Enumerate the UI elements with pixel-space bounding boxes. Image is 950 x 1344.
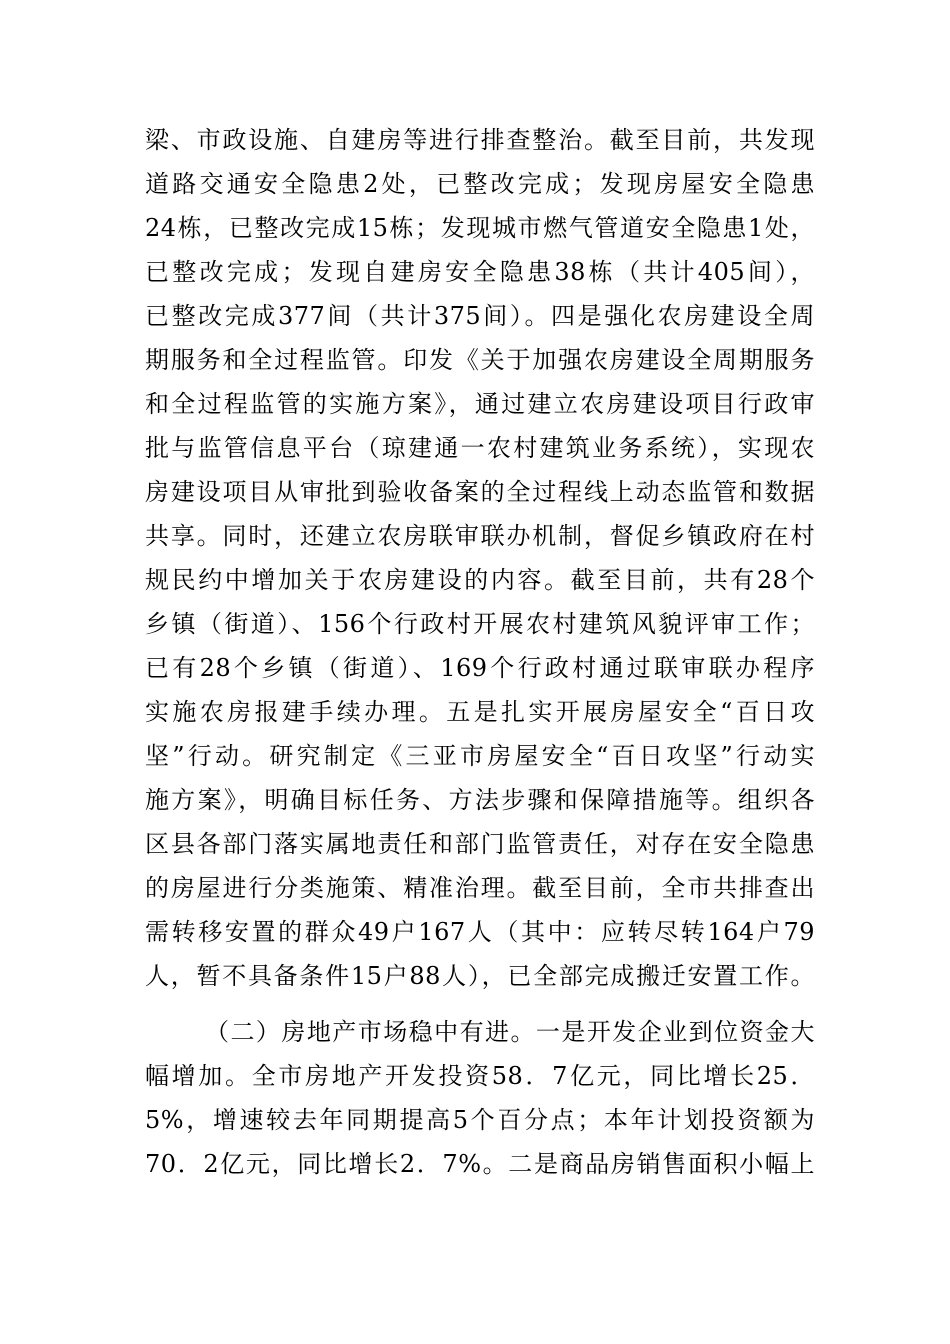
text-line-23: 5%，增速较去年同期提高5个百分点；本年计划投资额为 bbox=[145, 1106, 815, 1134]
text-line-3: 24栋，已整改完成15栋；发现城市燃气管道安全隐患1处， bbox=[145, 214, 815, 242]
text-line-5: 已整改完成377间（共计375间）。四是强化农房建设全周 bbox=[145, 302, 815, 330]
text-line-7: 和全过程监管的实施方案》，通过建立农房建设项目行政审 bbox=[145, 390, 815, 418]
text-line-11: 规民约中增加关于农房建设的内容。截至目前，共有28个 bbox=[145, 566, 815, 594]
text-line-12: 乡镇（街道）、156个行政村开展农村建筑风貌评审工作； bbox=[145, 610, 815, 638]
section-heading-line: （二）房地产市场稳中有进。一是开发企业到位资金大 bbox=[205, 1018, 815, 1046]
text-line-4: 已整改完成；发现自建房安全隐患38栋（共计405间）， bbox=[145, 258, 815, 286]
text-line-2: 道路交通安全隐患2处，已整改完成；发现房屋安全隐患 bbox=[145, 170, 815, 198]
text-line-15: 坚”行动。研究制定《三亚市房屋安全“百日攻坚”行动实 bbox=[145, 742, 815, 770]
text-line-1: 梁、市政设施、自建房等进行排查整治。截至目前，共发现 bbox=[145, 126, 815, 154]
text-line-18: 的房屋进行分类施策、精准治理。截至目前，全市共排查出 bbox=[145, 874, 815, 902]
text-line-14: 实施农房报建手续办理。五是扎实开展房屋安全“百日攻 bbox=[145, 698, 815, 726]
text-line-10: 共享。同时，还建立农房联审联办机制，督促乡镇政府在村 bbox=[145, 522, 815, 550]
text-line-24: 70．2亿元，同比增长2．7%。二是商品房销售面积小幅上 bbox=[145, 1150, 815, 1178]
text-line-19: 需转移安置的群众49户167人（其中：应转尽转164户79 bbox=[145, 918, 815, 946]
text-line-22: 幅增加。全市房地产开发投资58．7亿元，同比增长25． bbox=[145, 1062, 815, 1090]
text-line-13: 已有28个乡镇（街道）、169个行政村通过联审联办程序 bbox=[145, 654, 815, 682]
text-line-6: 期服务和全过程监管。印发《关于加强农房建设全周期服务 bbox=[145, 346, 815, 374]
text-line-8: 批与监管信息平台（琼建通一农村建筑业务系统），实现农 bbox=[145, 434, 815, 462]
text-line-17: 区县各部门落实属地责任和部门监管责任，对存在安全隐患 bbox=[145, 830, 815, 858]
text-line-9: 房建设项目从审批到验收备案的全过程线上动态监管和数据 bbox=[145, 478, 815, 506]
text-line-20: 人，暂不具备条件15户88人），已全部完成搬迁安置工作。 bbox=[145, 962, 815, 990]
text-line-16: 施方案》，明确目标任务、方法步骤和保障措施等。组织各 bbox=[145, 786, 815, 814]
